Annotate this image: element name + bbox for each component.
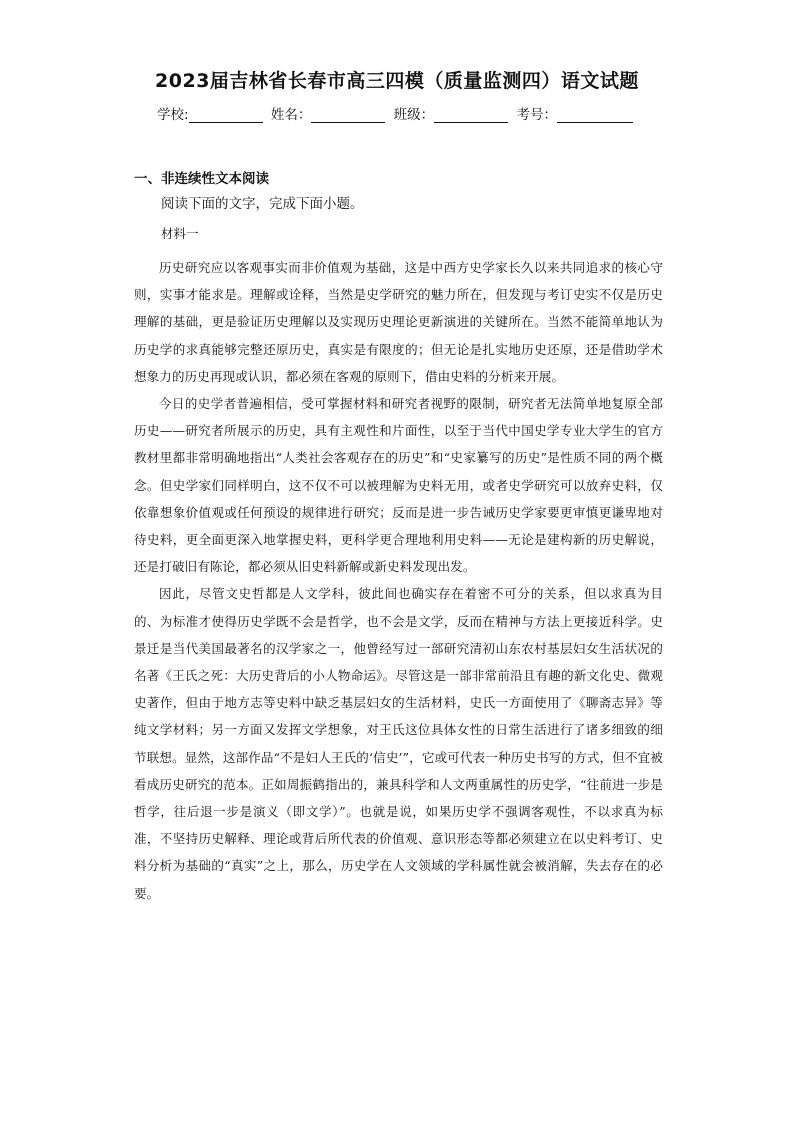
material-body: [134, 254, 663, 907]
student-info-line: [0, 103, 794, 123]
class-label: 班级：: [393, 107, 435, 123]
page-title: 2023届吉林省长春市高三四模（质量监测四）语文试题: [155, 70, 639, 92]
paragraph: 今日的史学者普遍相信，受可掌握材料和研究者视野的限制，研究者无法简单地复原全部历史——研究者所展示的历史，具有主观性和片面性，以至于当代中国史学专业大学生的官方教材里都非常明确地指出“人类社会客观存在的历史”和“史家纂写的历史”是性质不同的两个概念。但史学家们同样明白，这不仅不可以被理解为史料无用，或者史学研究可以放弃史料，仅依靠想象价值观或任何预设的规律进行研究；反而是进一步告诫历史学家要更审慎更谦卑地对待史料，更全面更深入地掌握史料，更科学更合理地利用史料——无论是建构新的历史解说，还是打破旧有陈论，都必须从旧史料新解或新史料发现出发。: [134, 396, 663, 575]
material-label: 材料一: [161, 226, 199, 241]
reading-instruction: 阅读下面的文字，完成下面小题。: [161, 196, 364, 212]
section-heading: 一、非连续性文本阅读: [134, 171, 269, 187]
exam-number-label: 考号：: [516, 107, 557, 123]
class-blank[interactable]: [434, 108, 508, 123]
name-blank[interactable]: [311, 108, 385, 123]
paragraph: 因此，尽管文史哲都是人文学科，彼此间也确实存在着密不可分的关系，但以求真为目的、为标准才使得历史学既不会是哲学，也不会是文学，反而在精神与方法上更接近科学。史景迁是当代美国最著名的汉学家之一，他曾经写过一部研究清初山东农村基层妇女生活状况的名著《王氏之死：大历史背后的小人物命运》。尽管这是一部非常前沿且有趣的新文化史、微观史著作，但由于地方志等史料中缺乏基层妇女的生活材料，史氏一方面使用了《聊斋志异》等纯文学材料；另一方面又发挥文学想象，对王氏这位具体女性的日常生活进行了诸多细致的细节联想。显然，这部作品“不是妇人王氏的‘信史’”，它或可代表一种历史书写的方式，但不宜被看成历史研究的范本。正如周振鹤指出的，兼具科学和人文两重属性的历史学，“往前进一步是哲学，往后退一步是演义（即文学）”。也就是说，如果历史学不强调客观性，不以求真为标准，不坚持历史解释、理论或背后所代表的价值观、意识形态等都必须建立在以史料考订、史料分析为基础的“真实”之上，那么，历史学在人文领域的学科属性就会被消解，失去存在的必要。: [134, 586, 663, 901]
exam-number-blank[interactable]: [557, 108, 633, 123]
school-label: 学校:: [157, 107, 189, 123]
school-blank[interactable]: [189, 108, 263, 123]
name-label: 姓名：: [270, 107, 312, 123]
paragraph: 历史研究应以客观事实而非价值观为基础，这是中西方史学家长久以来共同追求的核心守则，实事才能求是。理解或诠释，当然是史学研究的魅力所在，但发现与考订史实不仅是历史理解的基础，更是验证历史理解以及实现历史理论更新演进的关键所在。当然不能简单地认为历史学的求真能够完整还原历史，真实是有限度的；但无论是扎实地历史还原，还是借助学术想象力的历史再现或认识，都必须在客观的原则下，借由史料的分析来开展。: [134, 260, 663, 384]
